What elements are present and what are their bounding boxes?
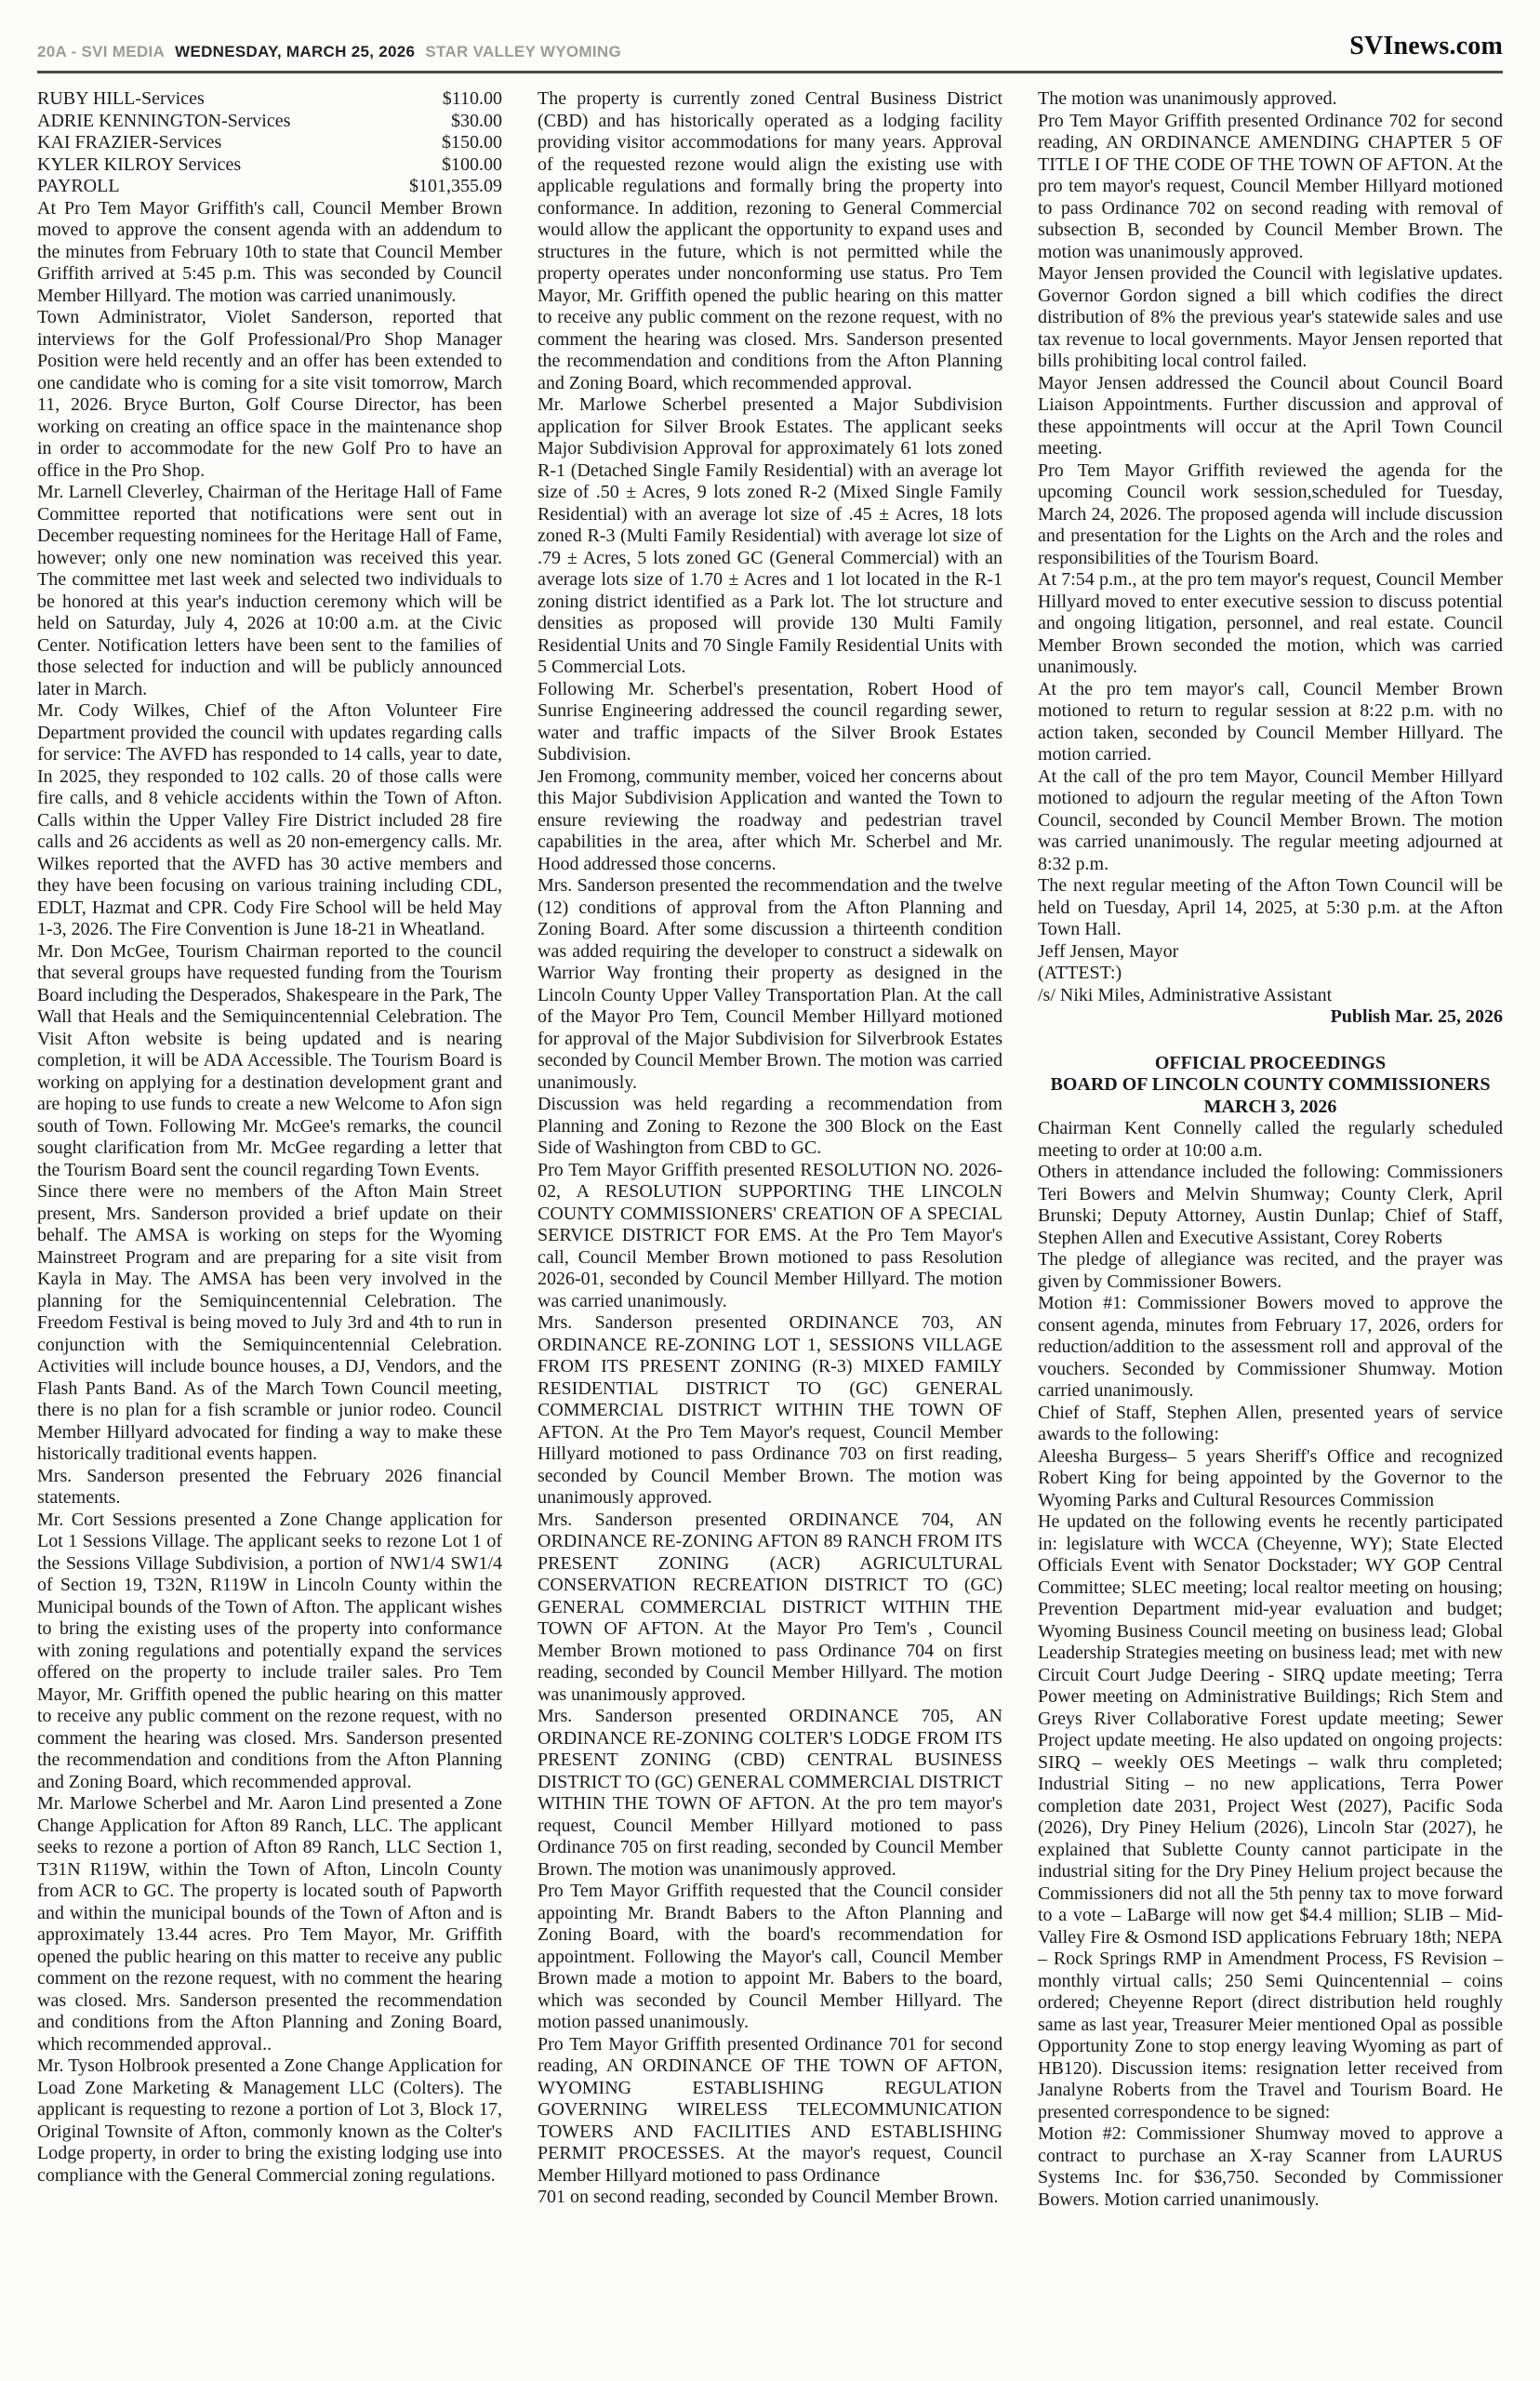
ledger-amount: $30.00 [451, 110, 502, 131]
paragraph: The next regular meeting of the Afton Town Council will be held on Tuesday, April 14, 2025, at 5:30 p.m. at the Afton Town Hall. [1038, 875, 1503, 939]
proceedings-heading-line-2: BOARD OF LINCOLN COUNTY COMMISSIONERS [1050, 1074, 1491, 1095]
issue-date: WEDNESDAY, MARCH 25, 2026 [175, 43, 416, 60]
paragraph: Aleesha Burgess– 5 years Sheriff's Office and recognized Robert King for being appointed by the Governor to the Wyoming Parks and Cultural Resources Commission [1038, 1445, 1503, 1510]
paragraph: At the call of the pro tem Mayor, Council Member Hillyard motioned to adjourn the regular meeting of the Afton Town Council, seconded by Council Member Brown. The motion was carried unanimously. The regular meeting adjourned at 8:32 p.m. [1038, 765, 1503, 874]
paragraph: Chief of Staff, Stephen Allen, presented years of service awards to the following: [1038, 1402, 1503, 1444]
paragraph: Mrs. Sanderson presented ORDINANCE 704, AN ORDINANCE RE-ZONING AFTON 89 RANCH FROM ITS PRESENT ZONING (ACR) AGRICULTURAL CONSERVATION RECREATION DISTRICT TO (GC) GENERAL COMMERCIAL DISTRICT WITHIN THE TOWN OF AFTON. At the Mayor Pro Tem's , Council Member Brown motioned to pass Ordinance 704 on first reading, seconded by Council Member Hillyard. The motion was unanimously approved. [538, 1509, 1002, 1705]
paragraph: Discussion was held regarding a recommendation from Planning and Zoning to Rezone the 300 Block on the East Side of Washington from CBD to GC. [538, 1094, 1002, 1158]
paragraph: Mr. Larnell Cleverley, Chairman of the Heritage Hall of Fame Committee reported that notifications were sent out in December requesting nominees for the Heritage Hall of Fame, however; only one new nomination was received this year. The committee met last week and selected two individuals to be honored at this year's induction ceremony which will be held on Saturday, July 4, 2026 at 10:00 a.m. at the Civic Center. Notification letters have been sent to the families of those selected for induction and will be publicly announced later in March. [37, 482, 502, 699]
paragraph: Following Mr. Scherbel's presentation, Robert Hood of Sunrise Engineering addressed the council regarding sewer, water and traffic impacts of the Silver Brook Estates Subdivision. [538, 678, 1002, 765]
paragraph: Mr. Cort Sessions presented a Zone Change application for Lot 1 Sessions Village. The applicant seeks to rezone Lot 1 of the Sessions Village Subdivision, a portion of NW1/4 SW1/4 of Section 19, T32N, R119W in Lincoln County within the Municipal bounds of the Town of Afton. The applicant wishes to bring the existing uses of the property into conformance with zoning regulations and potentially expand the services offered on the property to include trailer sales. Pro Tem Mayor, Mr. Griffith opened the public hearing on this matter to receive any public comment on the rezone request, with no comment the hearing was closed. Mrs. Sanderson presented the recommendation and conditions from the Afton Planning and Zoning Board, which recommended approval. [37, 1509, 502, 1792]
paragraph: Mr. Tyson Holbrook presented a Zone Change Application for Load Zone Marketing & Management LLC (Colters). The applicant is requesting to rezone a portion of Lot 3, Block 17, Original Townsite of Afton, commonly known as the Colter's Lodge property, in order to bring the existing lodging use into compliance with the General Commercial zoning regulations. [37, 2055, 502, 2186]
ledger-row [37, 132, 502, 154]
paragraph: Mrs. Sanderson presented ORDINANCE 705, AN ORDINANCE RE-ZONING COLTER'S LODGE FROM ITS PRESENT ZONING (CBD) CENTRAL BUSINESS DISTRICT TO (GC) GENERAL COMMERCIAL DISTRICT WITHIN THE TOWN OF AFTON. At the pro tem mayor's request, Council Member Hillyard motioned to pass Ordinance 705 on first reading, seconded by Council Member Brown. The motion was unanimously approved. [538, 1706, 1002, 1880]
paragraph: Jeff Jensen, Mayor [1038, 940, 1179, 962]
paragraph: Mrs. Sanderson presented ORDINANCE 703, AN ORDINANCE RE-ZONING LOT 1, SESSIONS VILLAGE FROM ITS PRESENT ZONING (R-3) MIXED FAMILY RESIDENTIAL DISTRICT TO (GC) GENERAL COMMERCIAL DISTRICT WITHIN THE TOWN OF AFTON. At the Pro Tem Mayor's request, Council Member Hillyard motioned to pass Ordinance 703 on first reading, seconded by Council Member Brown. The motion was unanimously approved. [538, 1312, 1002, 1508]
ledger-amount: $101,355.09 [409, 176, 502, 196]
header-left [37, 43, 621, 61]
ledger-row [37, 176, 502, 198]
paragraph: Mr. Marlowe Scherbel presented a Major Subdivision application for Silver Brook Estates. The applicant seeks Major Subdivision Approval for approximately 61 lots zoned R-1 (Detached Single Family Residential) with an average lot size of .50 ± Acres, 9 lots zoned R-2 (Mixed Single Family Residential) with an average lot size of .45 ± Acres, 18 lots zoned R-3 (Multi Family Residential) with average lot size of .79 ± Acres, 5 lots zoned GC (General Commercial) with an average lots size of 1.70 ± Acres and 1 lot located in the R-1 zoning district identified as a Park lot. The lot structure and densities as proposed will provide 130 Multi Family Residential Units and 70 Single Family Residential Units with 5 Commercial Lots. [538, 394, 1002, 677]
paragraph: Pro Tem Mayor Griffith presented Ordinance 702 for second reading, AN ORDINANCE AMENDING CHAPTER 5 OF TITLE I OF THE CODE OF THE TOWN OF AFTON. At the pro tem mayor's request, Council Member Hillyard motioned to pass Ordinance 702 on second reading with removal of subsection B, seconded by Council Member Brown. The motion was unanimously approved. [1038, 110, 1503, 262]
column-2 [538, 88, 1002, 2211]
region-label: STAR VALLEY WYOMING [425, 43, 621, 60]
paragraph: 701 on second reading, seconded by Council Member Brown. [538, 2187, 999, 2207]
paragraph: Pro Tem Mayor Griffith requested that the Council consider appointing Mr. Brandt Babers to the Afton Planning and Zoning Board, with the board's recommendation for appointment. Following the Mayor's call, Council Member Brown made a motion to appoint Mr. Babers to the board, which was seconded by Council Member Hillyard. The motion passed unanimously. [538, 1881, 1002, 2032]
paragraph: At the pro tem mayor's call, Council Member Brown motioned to return to regular session at 8:22 p.m. with no action taken, seconded by Council Member Hillyard. The motion carried. [1038, 678, 1503, 765]
column-2-paragraphs [538, 88, 1002, 2209]
paragraph: Motion #2: Commissioner Shumway moved to approve a contract to purchase an X-ray Scanner from LAURUS Systems Inc. for $36,750. Seconded by Commissioner Bowers. Motion carried unanimously. [1038, 2123, 1503, 2210]
paragraph: Mr. Cody Wilkes, Chief of the Afton Volunteer Fire Department provided the council with updates regarding calls for service: The AVFD has responded to 14 calls, year to date, In 2025, they responded to 102 calls. 20 of those calls were fire calls, and 8 vehicle accidents within the Town of Afton. Calls within the Upper Valley Fire District included 28 fire calls and 26 accidents as well as 20 non-emergency calls. Mr. Wilkes reported that the AVFD has 30 active members and they have been focusing on various training including CDL, EDLT, Hazmat and CPR. Cody Fire School will be held May 1-3, 2026. The Fire Convention is June 18-21 in Wheatland. [37, 700, 502, 939]
column-1-paragraphs [37, 198, 502, 2188]
paragraph: Since there were no members of the Afton Main Street present, Mrs. Sanderson provided a brief update on their behalf. The AMSA is working on steps for the Wyoming Mainstreet Program and are preparing for a site visit from Kayla in May. The AMSA has been very involved in the planning for the Semiquincentennial Celebration. The Freedom Festival is being moved to July 3rd and 4th to run in conjunction with the Semiquincentennial Celebration. Activities will include bounce houses, a DJ, Vendors, and the Flash Pants Band. As of the March Town Council meeting, there is no plan for a fish scramble or junior rodeo. Council Member Hillyard advocated for finding a way to make these historically traditional events happen. [37, 1181, 502, 1464]
ledger-row [37, 154, 502, 177]
paragraph: Mrs. Sanderson presented the recommendation and the twelve (12) conditions of approval from the Afton Planning and Zoning Board. After some discussion a thirteenth condition was added requiring the developer to construct a sidewalk on Warrior Way fronting their property as designed in the Lincoln County Upper Valley Transportation Plan. At the call of the Mayor Pro Tem, Council Member Hillyard motioned for approval of the Major Subdivision for Silverbrook Estates seconded by Council Member Brown. The motion was carried unanimously. [538, 875, 1002, 1093]
paragraph: At Pro Tem Mayor Griffith's call, Council Member Brown moved to approve the consent agenda with an addendum to the minutes from February 10th to state that Council Member Griffith arrived at 5:45 p.m. This was seconded by Council Member Hillyard. The motion was carried unanimously. [37, 197, 502, 306]
proceedings-heading-line-3: MARCH 3, 2026 [1203, 1096, 1337, 1117]
ledger-amount: $100.00 [442, 153, 502, 175]
page-label: 20A - SVI MEDIA [37, 43, 166, 60]
paragraph: Pro Tem Mayor Griffith reviewed the agenda for the upcoming Council work session,scheduled for Tuesday, March 24, 2026. The proposed agenda will include discussion and presentation for the Lights on the Arch and the roles and responsibilities of the Tourism Board. [1038, 459, 1503, 568]
paragraph: Motion #1: Commissioner Bowers moved to approve the consent agenda, minutes from February 17, 2026, orders for reduction/addition to the assessment roll and approval of the vouchers. Seconded by Commissioner Shumway. Motion carried unanimously. [1038, 1293, 1503, 1401]
paragraph: Pro Tem Mayor Griffith presented Ordinance 701 for second reading, AN ORDINANCE OF THE TOWN OF AFTON, WYOMING ESTABLISHING REGULATION GOVERNING WIRELESS TELECOMMUNICATION TOWERS AND FACILITIES AND ESTABLISHING PERMIT PROCESSES. At the mayor's request, Council Member Hillyard motioned to pass Ordinance [538, 2033, 1002, 2186]
paragraph: Mr. Marlowe Scherbel and Mr. Aaron Lind presented a Zone Change Application for Afton 89 Ranch, LLC. The applicant seeks to rezone a portion of Afton 89 Ranch, LLC Section 1, T31N R119W, within the Town of Afton, Lincoln County from ACR to GC. The property is located south of Papworth and within the municipal bounds of the Town of Afton and is approximately 13.44 acres. Pro Tem Mayor, Mr. Griffith opened the public hearing on this matter to receive any public comment on the rezone request, with no comment the hearing was closed. Mrs. Sanderson presented the recommendation and conditions from the Afton Planning and Zoning Board, which recommended approval.. [37, 1793, 502, 2055]
ledger-row [37, 88, 502, 111]
publish-line: Publish Mar. 25, 2026 [1330, 1006, 1503, 1027]
column-3-paragraphs-top [1038, 88, 1503, 1006]
content-columns [0, 73, 1540, 2211]
paragraph: He updated on the following events he recently participated in: legislature with WCCA (Cheyenne, WY); State Elected Officials Event with Senator Dockstader; WY GOP Central Committee; SLEC meeting; local realtor meeting on housing; Prevention Department mid-year evaluation and budget; Wyoming Business Council meeting on business lead; Global Leadership Strategies meeting on business lead; met with new Circuit Court Judge Deering - SIRQ update meeting; Terra Power meeting on Administrative Buildings; Rich Stem and Greys River Collaborative Forest update meeting; Sewer Project update meeting. He also updated on ongoing projects: SIRQ – weekly OES Meetings – walk thru completed; Industrial Siting – no new applications, Terra Power completion date 2031, Project West (2027), Pacific Soda (2026), Dry Piney Helium (2026), Lincoln Star (2027), he explained that Sublette County cannot participate in the industrial siting for the Dry Piney Helium project because the Commissioners did not all the 5th penny tax to move forward to a vote – LaBarge will now get $4.4 million; SLIB – Mid-Valley Fire & Osmond ISD applications February 18th; NEPA – Rock Springs RMP in Amendment Process, FS Revision – monthly virtual calls; 250 Semi Quincentennial – coins ordered; Cheyenne Report (direct distribution held roughly same as last year, Treasurer Meier mentioned Opal as possible Opportunity Zone to stop energy leaving Wyoming as part of HB120). Discussion items: resignation letter received from Janalyne Roberts from the Travel and Tourism Board. He presented correspondence to be signed: [1038, 1511, 1503, 2122]
ledger-amount: $150.00 [442, 132, 502, 153]
paragraph: Mr. Don McGee, Tourism Chairman reported to the council that several groups have requested funding from the Tourism Board including the Desperados, Shakespeare in the Park, The Wall that Heals and the Semiquincentennial Celebration. The Visit Afton website is being updated and is nearing completion, it will be ADA Accessible. The Tourism Board is working on applying for a destination development grant and are hoping to use funds to create a new Welcome to Afon sign south of Town. Following Mr. McGee's remarks, the council sought clarification from Mr. McGee regarding a letter that the Tourism Board sent the council regarding Town Events. [37, 940, 502, 1180]
paragraph: Mayor Jensen provided the Council with legislative updates. Governor Gordon signed a bill which codifies the direct distribution of 8% the previous year's statewide sales and use tax revenue to local governments. Mayor Jensen reported that bills prohibiting local control failed. [1038, 263, 1503, 371]
paragraph: Chairman Kent Connelly called the regularly scheduled meeting to order at 10:00 a.m. [1038, 1118, 1503, 1161]
proceedings-heading-line-1: OFFICIAL PROCEEDINGS [1154, 1052, 1387, 1073]
page-header [0, 0, 1540, 61]
ledger-name: KYLER KILROY Services [37, 153, 242, 175]
column-3 [1038, 88, 1503, 2211]
ledger-name: ADRIE KENNINGTON-Services [37, 110, 291, 131]
column-3-paragraphs-bottom [1038, 1118, 1503, 2211]
paragraph: Pro Tem Mayor Griffith presented RESOLUTION NO. 2026-02, A RESOLUTION SUPPORTING THE LINCOLN COUNTY COMMISSIONERS' CREATION OF A SPECIAL SERVICE DISTRICT FOR EMS. At the Pro Tem Mayor's call, Council Member Brown motioned to pass Resolution 2026-01, seconded by Council Member Hillyard. The motion was carried unanimously. [538, 1159, 1002, 1311]
ledger-name: KAI FRAZIER-Services [37, 132, 222, 153]
ledger-amount: $110.00 [442, 88, 502, 109]
paragraph: The motion was unanimously approved. [1038, 88, 1337, 109]
ledger-row [37, 111, 502, 133]
proceedings-heading [1038, 1053, 1503, 1119]
paragraph: Mayor Jensen addressed the Council about Council Board Liaison Appointments. Further discussion and approval of these appointments will occur at the April Town Council meeting. [1038, 372, 1503, 459]
column-1 [37, 88, 502, 2211]
paragraph: Mrs. Sanderson presented the February 2026 financial statements. [37, 1465, 502, 1508]
paragraph: /s/ Niki Miles, Administrative Assistant [1038, 984, 1333, 1005]
paragraph: Others in attendance included the following: Commissioners Teri Bowers and Melvin Shumway; County Clerk, April Brunski; Deputy Attorney, Austin Dunlap; Chief of Staff, Stephen Allen and Executive Assistant, Corey Roberts [1038, 1162, 1503, 1248]
ledger-name: RUBY HILL-Services [37, 88, 205, 109]
ledger-name: PAYROLL [37, 176, 120, 196]
paragraph: (ATTEST:) [1038, 963, 1122, 983]
paragraph: The pledge of allegiance was recited, and the prayer was given by Commissioner Bowers. [1038, 1249, 1503, 1292]
paragraph: The property is currently zoned Central Business District (CBD) and has historically operated as a lodging facility providing visitor accommodations for many years. Approval of the requested rezone would align the existing use with applicable regulations and formally bring the property into conformance. In addition, rezoning to General Commercial would allow the applicant the opportunity to expand uses and structures in the future, which is not permitted while the property operates under nonconforming use status. Pro Tem Mayor, Mr. Griffith opened the public hearing on this matter to receive any public comment on the rezone request, with no comment the hearing was closed. Mrs. Sanderson presented the recommendation and conditions from the Afton Planning and Zoning Board, which recommended approval. [538, 88, 1002, 393]
paragraph: Jen Fromong, community member, voiced her concerns about this Major Subdivision Application and wanted the Town to ensure reviewing the roadway and pedestrian travel capabilities in the area, after which Mr. Scherbel and Mr. Hood addressed those concerns. [538, 765, 1002, 874]
paragraph: Town Administrator, Violet Sanderson, reported that interviews for the Golf Professional/Pro Shop Manager Position were held recently and an offer has been extended to one candidate who is coming for a site visit tomorrow, March 11, 2026. Bryce Burton, Golf Course Director, has been working on creating an office space in the maintenance shop in order to accommodate for the new Golf Pro to have an office in the Pro Shop. [37, 307, 502, 481]
ledger [37, 88, 502, 198]
masthead-logo: SVInews.com [1349, 32, 1503, 60]
paragraph: At 7:54 p.m., at the pro tem mayor's request, Council Member Hillyard moved to enter executive session to discuss potential and ongoing litigation, personnel, and real estate. Council Member Brown seconded the motion, which was carried unanimously. [1038, 569, 1503, 677]
